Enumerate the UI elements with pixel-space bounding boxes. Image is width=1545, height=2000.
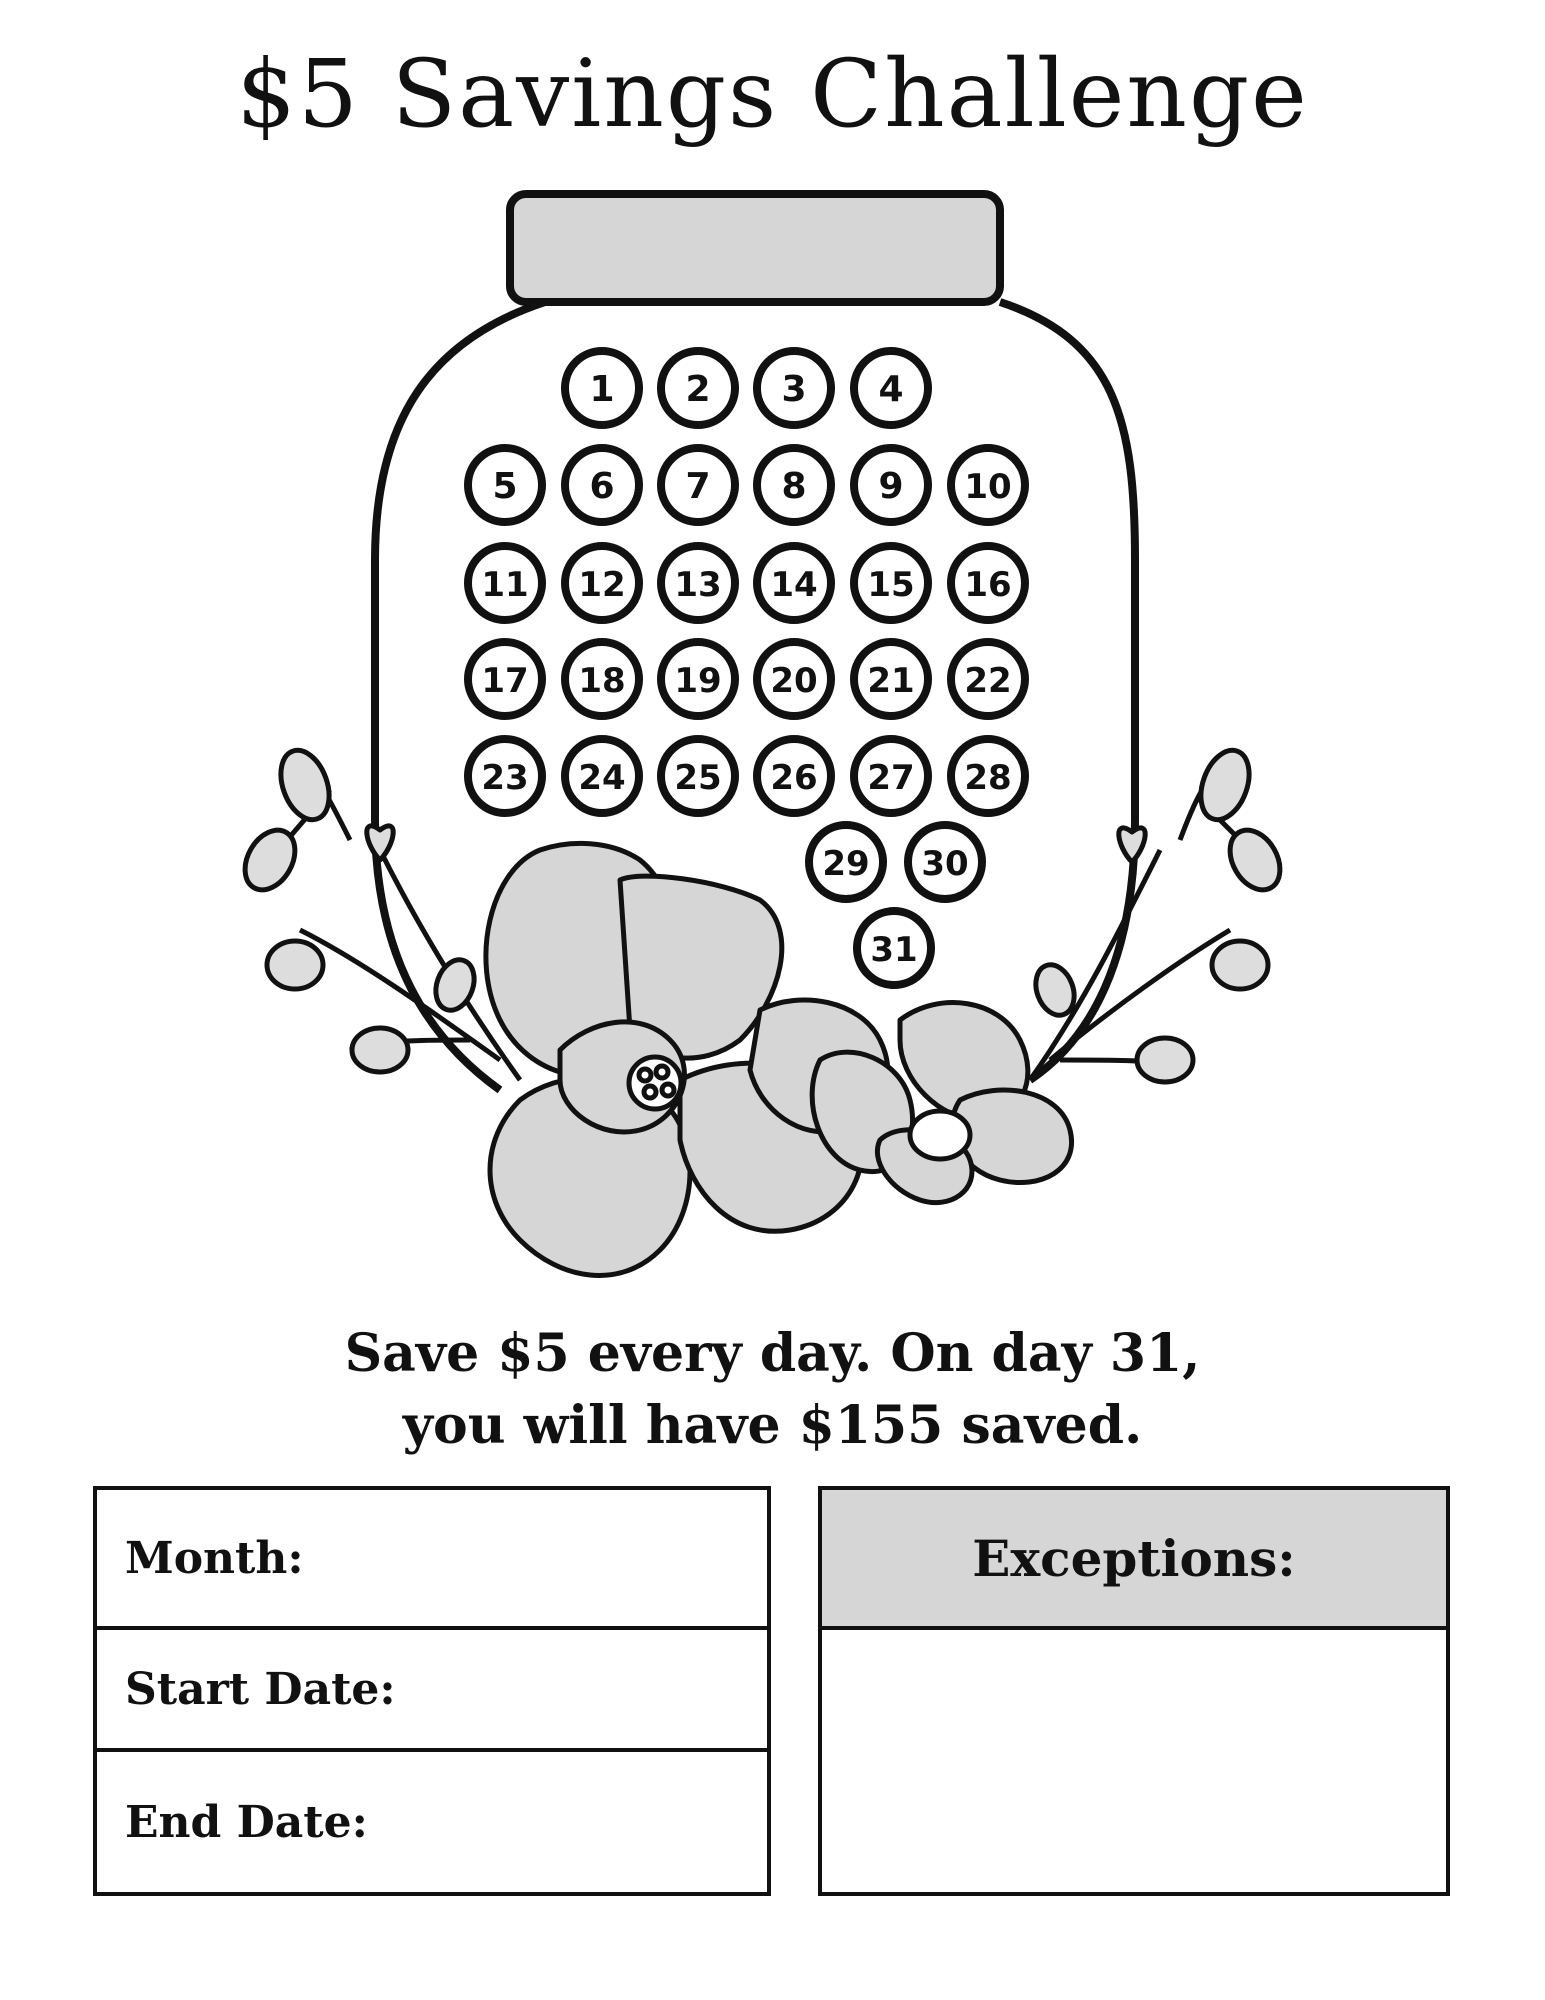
- day-number: 12: [578, 565, 626, 605]
- day-number: 19: [674, 661, 722, 701]
- start-date-label: Start Date:: [125, 1663, 396, 1715]
- day-circle-30[interactable]: [908, 825, 982, 899]
- day-circle-23[interactable]: [468, 739, 542, 813]
- right-branch-decoration: [1029, 744, 1290, 1082]
- day-number: 4: [878, 369, 904, 410]
- day-number: 10: [964, 467, 1012, 507]
- day-number: 3: [781, 369, 807, 410]
- day-number: 8: [781, 466, 807, 507]
- day-number: 6: [589, 466, 615, 507]
- day-number: 1: [589, 369, 615, 410]
- jar-lid: [510, 194, 1000, 302]
- day-number: 7: [685, 466, 711, 507]
- day-circle-7[interactable]: [661, 448, 735, 522]
- day-number: 26: [770, 758, 818, 798]
- day-number: 14: [770, 565, 818, 605]
- day-circle-27[interactable]: [854, 739, 928, 813]
- day-number: 15: [867, 565, 915, 605]
- exceptions-header: Exceptions:: [822, 1490, 1446, 1630]
- day-circle-24[interactable]: [565, 739, 639, 813]
- day-circle-2[interactable]: [661, 351, 735, 425]
- day-number: 25: [674, 758, 722, 798]
- day-circle-17[interactable]: [468, 642, 542, 716]
- end-date-label: End Date:: [125, 1796, 368, 1848]
- day-circle-22[interactable]: [951, 642, 1025, 716]
- day-circle-15[interactable]: [854, 546, 928, 620]
- day-number: 27: [867, 758, 915, 798]
- day-circle-8[interactable]: [757, 448, 831, 522]
- day-number: 18: [578, 661, 626, 701]
- day-number: 30: [921, 844, 969, 884]
- day-number: 28: [964, 758, 1012, 798]
- day-number: 21: [867, 661, 915, 701]
- day-number: 9: [878, 466, 904, 507]
- day-circle-5[interactable]: [468, 448, 542, 522]
- day-circle-4[interactable]: [854, 351, 928, 425]
- day-number: 20: [770, 661, 818, 701]
- instructions-line-2: you will have $155 saved.: [402, 1395, 1143, 1456]
- day-circle-14[interactable]: [757, 546, 831, 620]
- month-label: Month:: [125, 1532, 304, 1584]
- day-number: 2: [685, 369, 711, 410]
- day-number: 13: [674, 565, 722, 605]
- day-number: 24: [578, 758, 626, 798]
- day-number: 22: [964, 661, 1012, 701]
- instructions-line-1: Save $5 every day. On day 31,: [344, 1323, 1201, 1384]
- day-circle-11[interactable]: [468, 546, 542, 620]
- day-circle-28[interactable]: [951, 739, 1025, 813]
- day-circle-6[interactable]: [565, 448, 639, 522]
- day-circle-25[interactable]: [661, 739, 735, 813]
- day-number: 29: [822, 844, 870, 884]
- day-circle-26[interactable]: [757, 739, 831, 813]
- day-circle-9[interactable]: [854, 448, 928, 522]
- day-circle-3[interactable]: [757, 351, 831, 425]
- start-date-field[interactable]: [97, 1630, 767, 1752]
- day-circle-20[interactable]: [757, 642, 831, 716]
- page-title: $5 Savings Challenge: [236, 40, 1309, 149]
- month-field[interactable]: [97, 1490, 767, 1630]
- day-circle-31[interactable]: [857, 911, 931, 985]
- exceptions-box: [818, 1486, 1450, 1896]
- day-number: 5: [492, 466, 518, 507]
- day-number: 17: [481, 661, 529, 701]
- day-circle-21[interactable]: [854, 642, 928, 716]
- day-circle-13[interactable]: [661, 546, 735, 620]
- day-number: 11: [481, 565, 529, 605]
- day-circle-12[interactable]: [565, 546, 639, 620]
- exceptions-field[interactable]: [822, 1630, 1446, 1892]
- instructions: [0, 1318, 1545, 1462]
- day-circle-29[interactable]: [809, 825, 883, 899]
- end-date-field[interactable]: [97, 1752, 767, 1892]
- day-circle-1[interactable]: [565, 351, 639, 425]
- day-circle-10[interactable]: [951, 448, 1025, 522]
- day-number: 23: [481, 758, 529, 798]
- day-circle-19[interactable]: [661, 642, 735, 716]
- day-circle-16[interactable]: [951, 546, 1025, 620]
- day-number: 16: [964, 565, 1012, 605]
- day-number: 31: [870, 930, 918, 970]
- day-circle-18[interactable]: [565, 642, 639, 716]
- details-form: [93, 1486, 771, 1896]
